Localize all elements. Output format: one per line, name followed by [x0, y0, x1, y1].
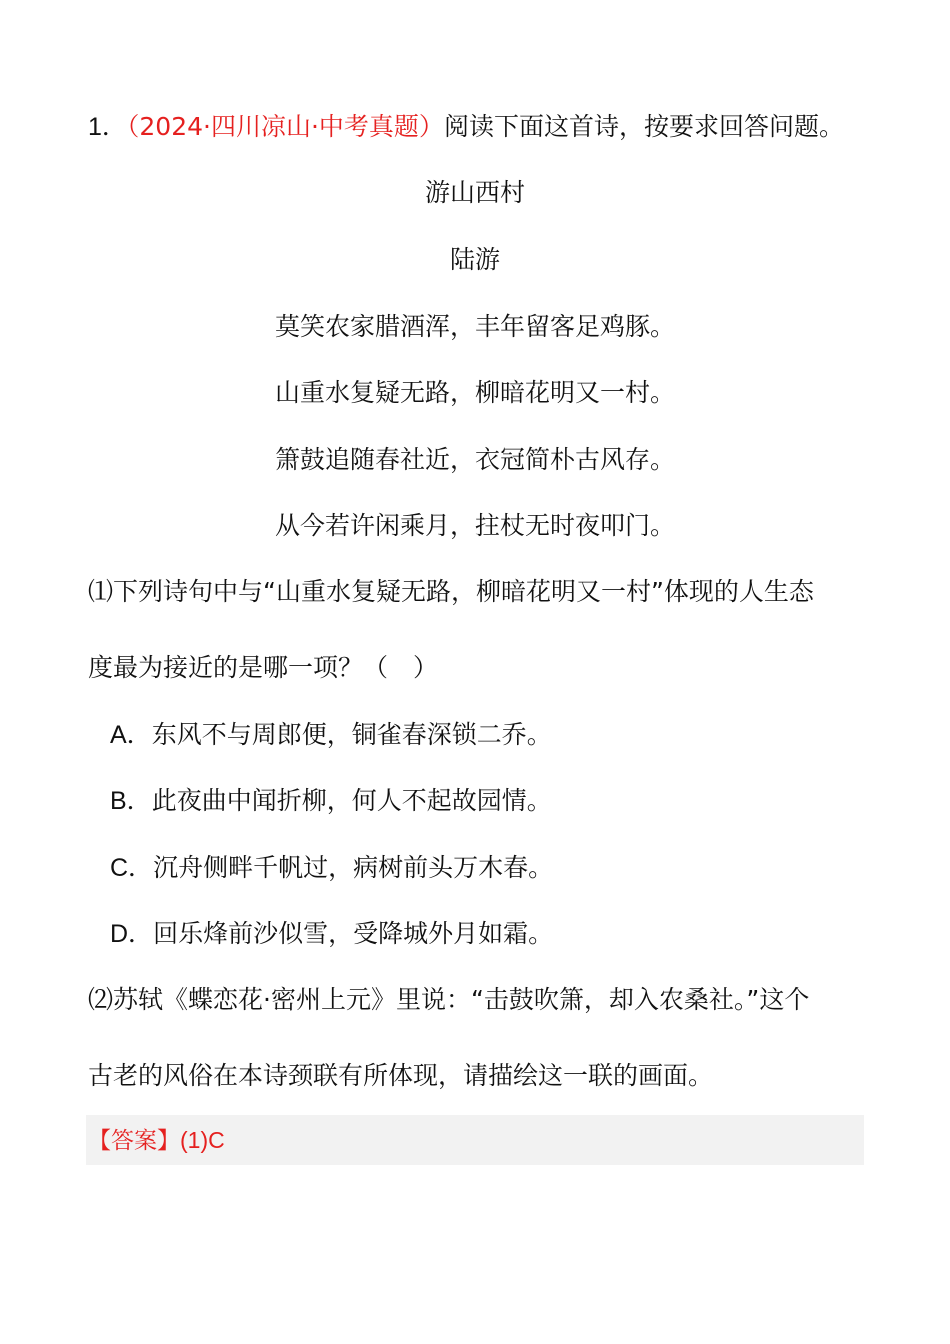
question-source: （2024·四川凉山·中考真题） [126, 112, 444, 141]
question-header [88, 110, 844, 144]
question-number: 1． [88, 113, 127, 141]
option-c-letter: C． [110, 854, 154, 882]
answer-value: (1)C [180, 1127, 225, 1153]
option-a-letter: A． [110, 721, 152, 749]
option-d-letter: D． [110, 920, 154, 948]
option-b [110, 784, 552, 818]
poem-author: 陆游 [449, 245, 500, 274]
poem-title: 游山西村 [424, 178, 525, 207]
sub-question-1-line-2: 度最为接近的是哪一项？（ ） [88, 653, 439, 682]
poem-line-4: 从今若许闲乘月，拄杖无时夜叩门。 [274, 511, 675, 540]
option-c [110, 851, 553, 885]
option-b-letter: B． [110, 787, 152, 815]
sub-question-2-line-1: ⑵苏轼《蝶恋花·密州上元》里说：“击鼓吹箫，却入农桑社。”这个 [88, 985, 810, 1014]
question-prompt: 阅读下面这首诗，按要求回答问题。 [443, 112, 844, 141]
answer-label: 【答案】 [88, 1128, 180, 1154]
poem-line-1: 莫笑农家腊酒浑，丰年留客足鸡豚。 [274, 312, 675, 341]
option-d [110, 917, 553, 951]
option-b-text: 此夜曲中闻折柳，何人不起故园情。 [151, 786, 552, 815]
poem-line-3: 箫鼓追随春社近，衣冠简朴古风存。 [274, 445, 675, 474]
answer-box [86, 1115, 864, 1165]
poem-line-2: 山重水复疑无路，柳暗花明又一村。 [274, 378, 675, 407]
option-d-text: 回乐烽前沙似雪，受降城外月如霜。 [153, 919, 554, 948]
answer-line [88, 1124, 225, 1157]
option-a-text: 东风不与周郎便，铜雀春深锁二乔。 [151, 720, 552, 749]
sub-question-2-line-2: 古老的风俗在本诗颈联有所体现，请描绘这一联的画面。 [88, 1061, 714, 1090]
sub-question-1-line-1: ⑴下列诗句中与“山重水复疑无路，柳暗花明又一村”体现的人生态 [88, 577, 814, 606]
option-a [110, 718, 552, 752]
option-c-text: 沉舟侧畔千帆过，病树前头万木春。 [153, 853, 554, 882]
